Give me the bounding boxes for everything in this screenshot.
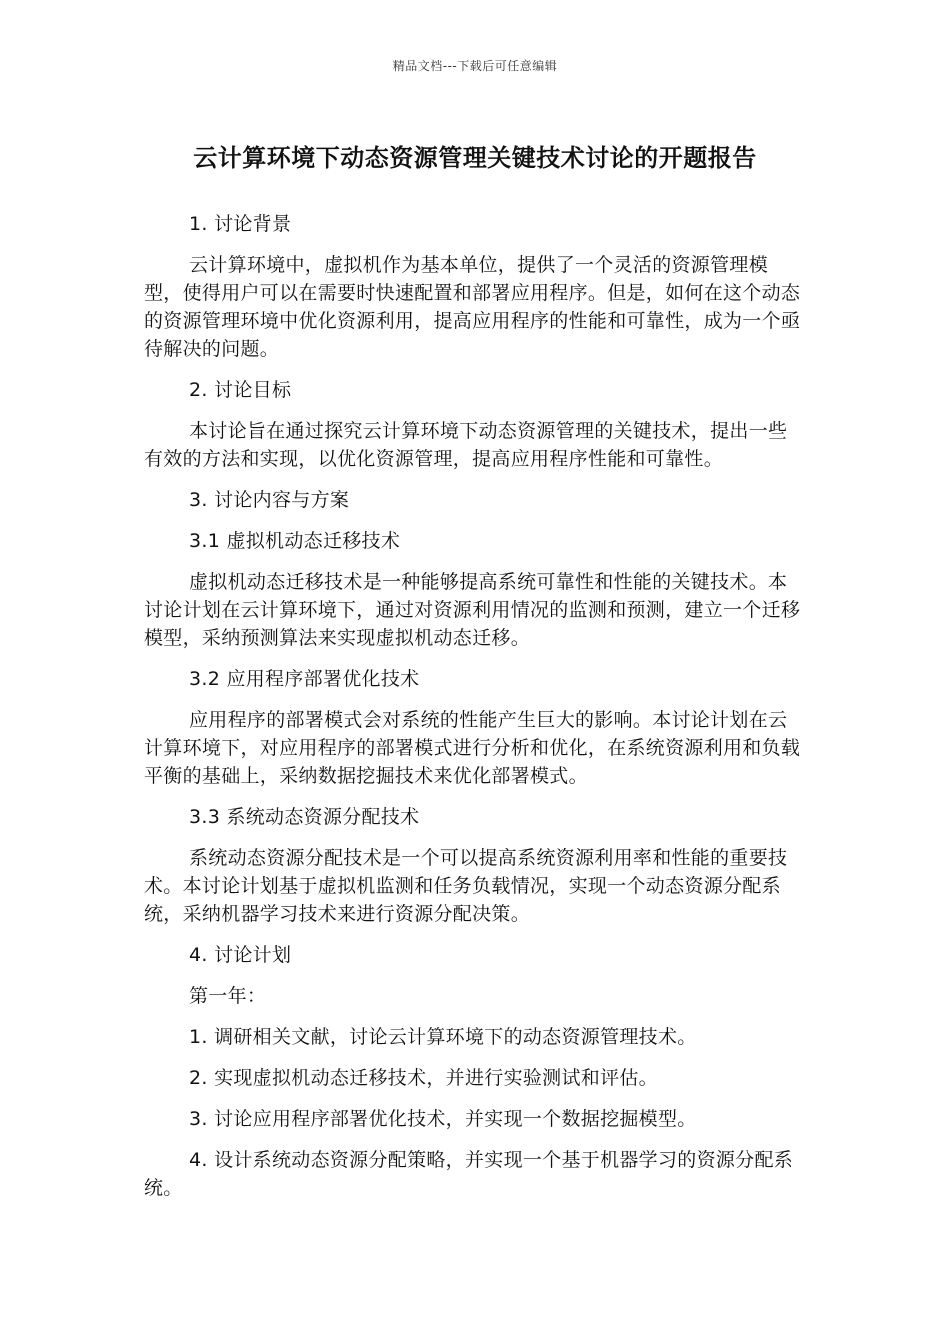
paragraph-background: 云计算环境中，虚拟机作为基本单位，提供了一个灵活的资源管理模型，使得用户可以在需要时快速配置和部署应用程序。但是，如何在这个动态的资源管理环境中优化资源利用，提高应用程序的性能和可靠性，成为一个亟待解决的问题。	[144, 254, 801, 360]
plan-item: 4. 设计系统动态资源分配策略，并实现一个基于机器学习的资源分配系统。	[144, 1149, 794, 1199]
subsection-heading-vm-migration: 3.1 虚拟机动态迁移技术	[189, 530, 401, 552]
plan-item: 1. 调研相关文献，讨论云计算环境下的动态资源管理技术。	[189, 1026, 697, 1048]
plan-year-label: 第一年：	[189, 985, 267, 1007]
section-heading-background: 1. 讨论背景	[189, 213, 292, 235]
section-heading-goals: 2. 讨论目标	[189, 379, 292, 401]
paragraph-vm-migration: 虚拟机动态迁移技术是一种能够提高系统可靠性和性能的关键技术。本讨论计划在云计算环境下，通过对资源利用情况的监测和预测，建立一个迁移模型，采纳预测算法来实现虚拟机动态迁移。	[144, 571, 801, 649]
section-heading-content: 3. 讨论内容与方案	[189, 489, 350, 511]
subsection-heading-deployment: 3.2 应用程序部署优化技术	[189, 668, 420, 690]
plan-item: 3. 讨论应用程序部署优化技术，并实现一个数据挖掘模型。	[189, 1108, 697, 1130]
section-heading-plan: 4. 讨论计划	[189, 944, 292, 966]
paragraph-allocation: 系统动态资源分配技术是一个可以提高系统资源利用率和性能的重要技术。本讨论计划基于虚拟机监测和任务负载情况，实现一个动态资源分配系统，采纳机器学习技术来进行资源分配决策。	[144, 847, 788, 925]
plan-item: 2. 实现虚拟机动态迁移技术，并进行实验测试和评估。	[189, 1067, 658, 1089]
page-header-note: 精品文档---下载后可任意编辑	[392, 59, 558, 73]
subsection-heading-allocation: 3.3 系统动态资源分配技术	[189, 806, 420, 828]
paragraph-goals: 本讨论旨在通过探究云计算环境下动态资源管理的关键技术，提出一些有效的方法和实现，以优化资源管理，提高应用程序性能和可靠性。	[144, 420, 788, 470]
document-body	[144, 210, 804, 1215]
paragraph-deployment: 应用程序的部署模式会对系统的性能产生巨大的影响。本讨论计划在云计算环境下，对应用程序的部署模式进行分析和优化，在系统资源利用和负载平衡的基础上，采纳数据挖掘技术来优化部署模式。	[144, 709, 801, 787]
document-title: 云计算环境下动态资源管理关键技术讨论的开题报告	[193, 144, 757, 172]
